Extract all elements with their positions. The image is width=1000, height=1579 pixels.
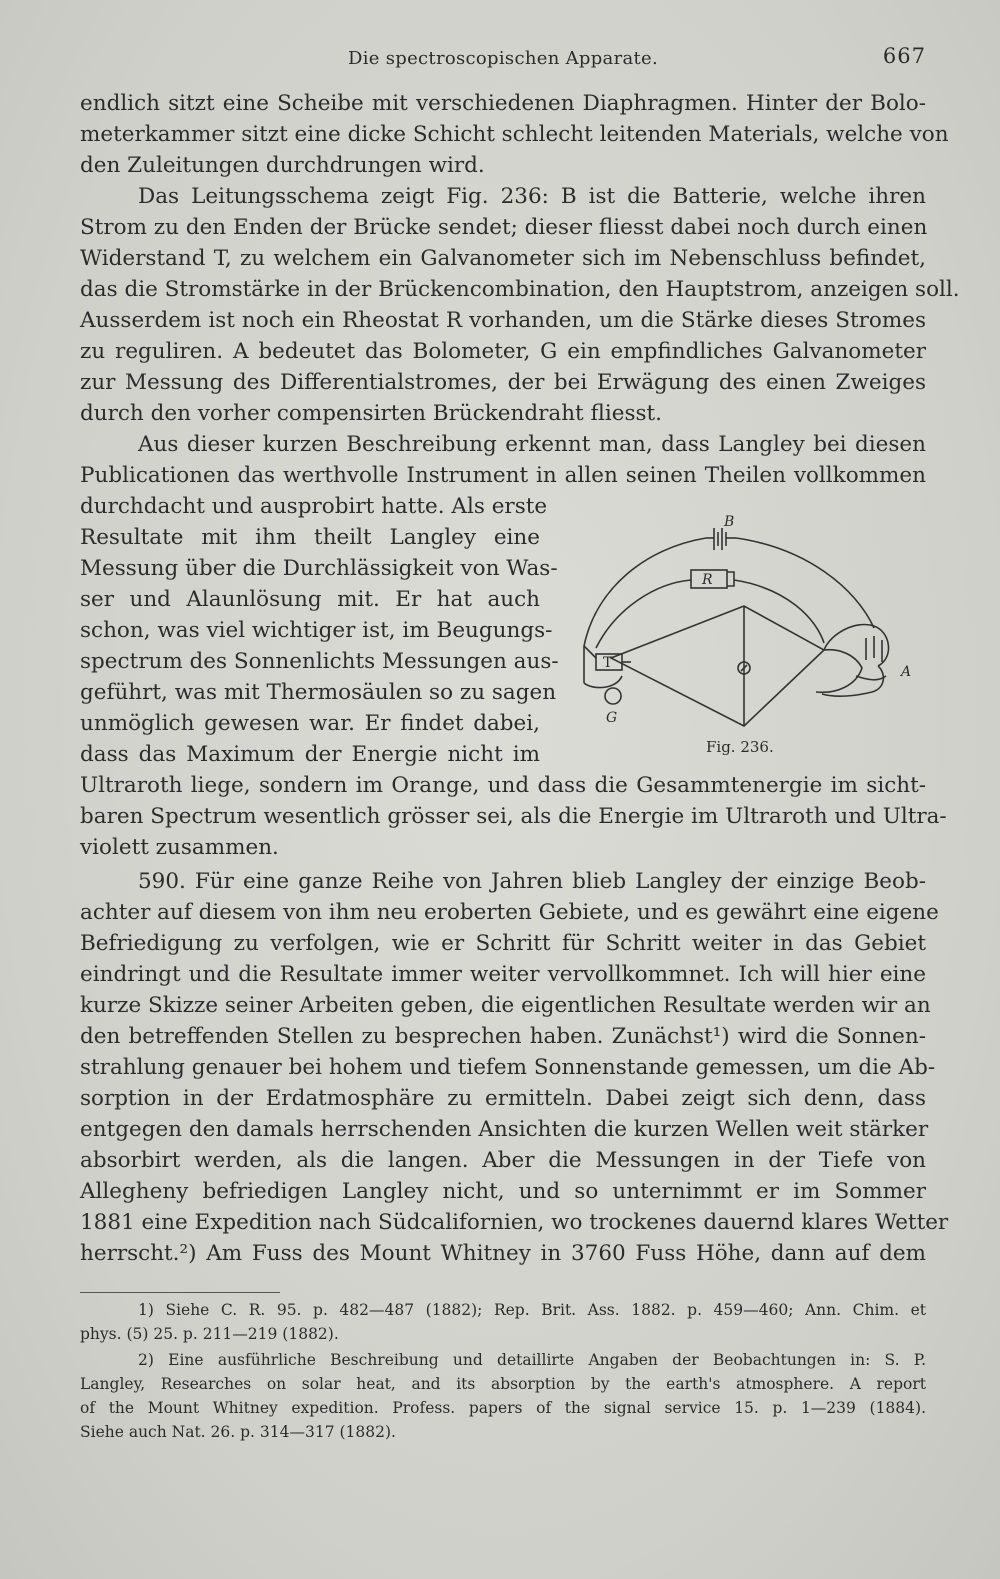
text-line: den betreffenden Stellen zu besprechen haben. Zunächst¹) wird die Sonnen- (80, 1024, 926, 1049)
text-line: Das Leitungsschema zeigt Fig. 236: B ist die Batterie, welche ihren (138, 184, 926, 209)
text-line: endlich sitzt eine Scheibe mit verschiedenen Diaphragmen. Hinter der Bolo- (80, 91, 926, 116)
text-line: violett zusammen. (80, 835, 279, 860)
text-line: zu reguliren. A bedeutet das Bolometer, G ein empfindliches Galvanometer (80, 339, 926, 364)
running-head (80, 44, 926, 74)
text-line: das die Stromstärke in der Brückencombination, den Hauptstrom, anzeigen soll. (80, 277, 960, 302)
page-number: 667 (882, 44, 926, 68)
text-line: zur Messung des Differentialstromes, der bei Erwägung des einen Zweiges (80, 370, 926, 395)
text-line: kurze Skizze seiner Arbeiten geben, die eigentlichen Resultate werden wir an (80, 993, 931, 1018)
text-line: ser und Alaunlösung mit. Er hat auch (80, 587, 540, 612)
text-line: den Zuleitungen durchdrungen wird. (80, 153, 485, 178)
text-line: schon, was viel wichtiger ist, im Beugungs- (80, 618, 553, 643)
text-line: Widerstand T, zu welchem ein Galvanometer sich im Nebenschluss befindet, (80, 246, 926, 271)
text-line: Strom zu den Enden der Brücke sendet; dieser fliesst dabei noch durch einen (80, 215, 928, 240)
text-line: meterkammer sitzt eine dicke Schicht schlecht leitenden Materials, welche von (80, 122, 949, 147)
text-line: spectrum des Sonnenlichts Messungen aus- (80, 649, 559, 674)
bolometer-symbol (816, 625, 889, 697)
text-line: 1881 eine Expedition nach Südcalifornien, wo trockenes dauernd klares Wetter (80, 1210, 949, 1235)
section-590-first-line: 590. Für eine ganze Reihe von Jahren blieb Langley der einzige Beob- (138, 869, 926, 894)
text-line: herrscht.²) Am Fuss des Mount Whitney in 3760 Fuss Höhe, dann auf dem (80, 1241, 926, 1266)
footnote-line: phys. (5) 25. p. 211—219 (1882). (80, 1325, 339, 1343)
text-line: Messung über die Durchlässigkeit von Was- (80, 556, 558, 581)
battery-symbol (706, 528, 736, 550)
label-resistance: T (603, 655, 613, 671)
text-line: Resultate mit ihm theilt Langley eine (80, 525, 540, 550)
text-line: durchdacht und ausprobirt hatte. Als erste (80, 494, 548, 519)
footnote-line: of the Mount Whitney expedition. Profess. papers of the signal service 15. p. 1—239 (1884). (80, 1399, 926, 1417)
footnote-rule (80, 1292, 280, 1293)
text-line: absorbirt werden, als die langen. Aber die Messungen in der Tiefe von (80, 1148, 926, 1173)
running-title: Die spectroscopischen Apparate. (347, 48, 659, 69)
text-line: Publicationen das werthvolle Instrument in allen seinen Theilen vollkommen (80, 463, 926, 488)
label-galvanometer: G (606, 710, 618, 726)
text-line: achter auf diesem von ihm neu eroberten Gebiete, und es gewährt eine eigene (80, 900, 939, 925)
footnote-line: Langley, Researches on solar heat, and its absorption by the earth's atmosphere. A report (80, 1375, 926, 1393)
figure-caption: Fig. 236. (706, 738, 774, 756)
figure-236-circuit-diagram (556, 508, 928, 770)
text-line: geführt, was mit Thermosäulen so zu sagen (80, 680, 557, 705)
footnote-line: 1) Siehe C. R. 95. p. 482—487 (1882); Rep. Brit. Ass. 1882. p. 459—460; Ann. Chim. et (138, 1301, 926, 1319)
text-line: Ultraroth liege, sondern im Orange, und dass die Gesammtenergie im sicht- (80, 773, 926, 798)
text-line: entgegen den damals herrschenden Ansichten die kurzen Wellen weit stärker (80, 1117, 929, 1142)
footnote-line: Siehe auch Nat. 26. p. 314—317 (1882). (80, 1423, 396, 1441)
footnote-line: 2) Eine ausführliche Beschreibung und detaillirte Angaben der Beobachtungen in: S. P. (138, 1351, 926, 1369)
text-line: strahlung genauer bei hohem und tiefem Sonnenstande gemessen, um die Ab- (80, 1055, 936, 1080)
text-line: Aus dieser kurzen Beschreibung erkennt man, dass Langley bei diesen (138, 432, 926, 457)
text-line: durch den vorher compensirten Brückendraht fliesst. (80, 401, 662, 426)
label-battery: B (724, 514, 735, 530)
text-line: sorption in der Erdatmosphäre zu ermitteln. Dabei zeigt sich denn, dass (80, 1086, 926, 1111)
text-line: Ausserdem ist noch ein Rheostat R vorhanden, um die Stärke dieses Stromes (80, 308, 926, 333)
text-line: Befriedigung zu verfolgen, wie er Schritt für Schritt weiter in das Gebiet (80, 931, 926, 956)
text-line: dass das Maximum der Energie nicht im (80, 742, 540, 767)
text-line: unmöglich gewesen war. Er findet dabei, (80, 711, 540, 736)
label-rheostat: R (702, 572, 713, 588)
text-line: Allegheny befriedigen Langley nicht, und so unternimmt er im Sommer (80, 1179, 926, 1204)
text-line: baren Spectrum wesentlich grösser sei, als die Energie im Ultraroth und Ultra- (80, 804, 947, 829)
label-bolometer: A (901, 664, 912, 680)
text-line: eindringt und die Resultate immer weiter vervollkommnet. Ich will hier eine (80, 962, 926, 987)
galvanometer-symbol (605, 688, 621, 704)
